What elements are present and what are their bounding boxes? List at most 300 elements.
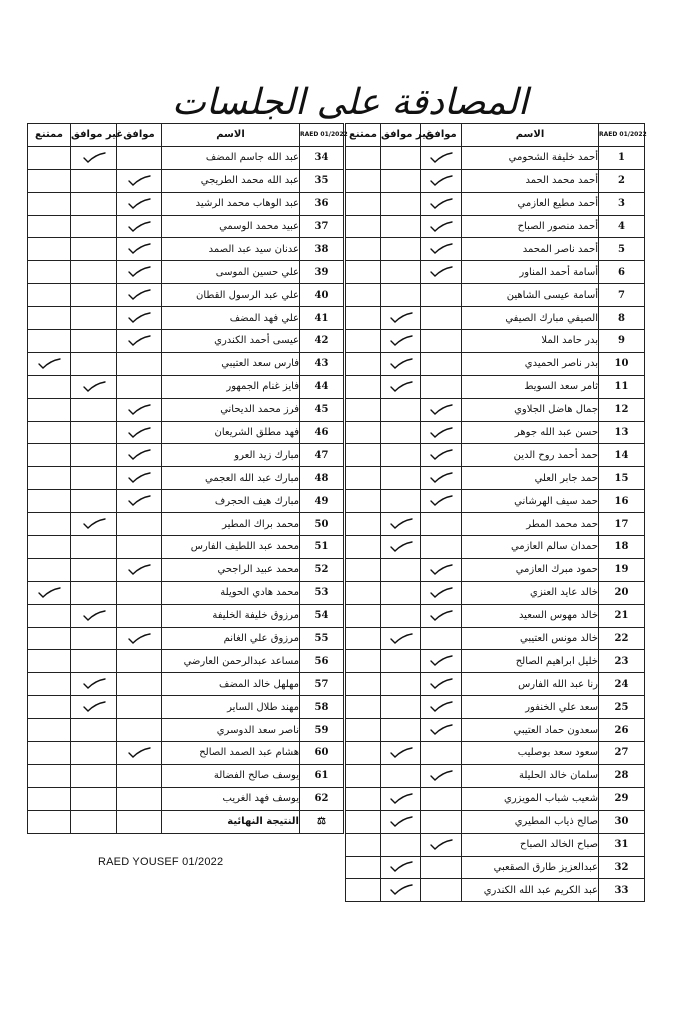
disagree-cell [71, 330, 117, 353]
agree-cell [117, 467, 162, 490]
member-number: 59 [300, 719, 344, 742]
header-disagree: غير موافق [381, 124, 421, 147]
member-name: أحمد مطيع العازمي [462, 192, 599, 215]
disagree-cell [71, 742, 117, 765]
table-row [346, 352, 645, 375]
abstain-cell [28, 169, 71, 192]
member-name: الصيفي مبارك الصيفي [462, 307, 599, 330]
abstain-cell [28, 787, 71, 810]
disagree-cell [71, 650, 117, 673]
abstain-cell [28, 215, 71, 238]
check-mark-icon [126, 746, 152, 760]
member-name: علي حسين الموسى [162, 261, 300, 284]
member-name: حمدان سالم العازمي [462, 536, 599, 559]
table-row [346, 604, 645, 627]
check-mark-icon [388, 357, 414, 371]
disagree-cell [381, 375, 421, 398]
agree-cell [117, 238, 162, 261]
member-name: أحمد محمد الحمد [462, 169, 599, 192]
table-row [28, 696, 344, 719]
abstain-cell [346, 513, 381, 536]
member-name: صالح ذياب المطيري [462, 810, 599, 833]
member-name: بدر حامد الملا [462, 330, 599, 353]
member-name: محمد عبيد الراجحي [162, 558, 300, 581]
member-name: عبد الكريم عبد الله الكندري [462, 879, 599, 902]
disagree-cell [381, 650, 421, 673]
check-mark-icon [428, 448, 454, 462]
disagree-cell [381, 787, 421, 810]
agree-cell [421, 810, 462, 833]
table-row [28, 192, 344, 215]
table-row [346, 787, 645, 810]
member-name: رنا عبد الله الفارس [462, 673, 599, 696]
disagree-cell [381, 467, 421, 490]
member-name: مرزوق خليفة الخليفة [162, 604, 300, 627]
check-mark-icon [81, 380, 107, 394]
check-mark-icon [388, 380, 414, 394]
disagree-cell [381, 856, 421, 879]
member-number: 41 [300, 307, 344, 330]
abstain-cell [28, 261, 71, 284]
agree-cell [421, 261, 462, 284]
disagree-cell [71, 284, 117, 307]
abstain-cell [346, 467, 381, 490]
member-name: أسامة أحمد المناور [462, 261, 599, 284]
member-number: 10 [599, 352, 645, 375]
agree-cell [117, 742, 162, 765]
member-number: 33 [599, 879, 645, 902]
member-name: عدنان سيد عبد الصمد [162, 238, 300, 261]
abstain-cell [346, 330, 381, 353]
check-mark-icon [428, 723, 454, 737]
disagree-cell [71, 444, 117, 467]
agree-cell [117, 719, 162, 742]
member-name: حمد محمد المطر [462, 513, 599, 536]
disagree-cell [381, 627, 421, 650]
check-mark-icon [388, 746, 414, 760]
disagree-cell [71, 604, 117, 627]
member-name: محمد هادي الحويلة [162, 581, 300, 604]
table-row [28, 787, 344, 810]
table-row [346, 879, 645, 902]
disagree-cell [71, 215, 117, 238]
disagree-cell [381, 558, 421, 581]
check-mark-icon [81, 677, 107, 691]
member-number: 7 [599, 284, 645, 307]
member-number: 58 [300, 696, 344, 719]
disagree-cell [71, 146, 117, 169]
abstain-cell [28, 238, 71, 261]
disagree-cell [71, 307, 117, 330]
right-vote-table [345, 123, 645, 902]
member-number: 42 [300, 330, 344, 353]
member-number: 37 [300, 215, 344, 238]
member-number: 3 [599, 192, 645, 215]
disagree-cell [381, 169, 421, 192]
agree-cell [421, 146, 462, 169]
member-number: 17 [599, 513, 645, 536]
empty-cell [117, 810, 162, 833]
abstain-cell [346, 719, 381, 742]
agree-cell [421, 444, 462, 467]
svg-text:المصادقة على الجلسات: المصادقة على الجلسات [172, 82, 528, 123]
agree-cell [421, 352, 462, 375]
check-mark-icon [428, 151, 454, 165]
table-row [28, 398, 344, 421]
member-number: 19 [599, 558, 645, 581]
agree-cell [117, 490, 162, 513]
abstain-cell [28, 284, 71, 307]
member-name: أحمد منصور الصباح [462, 215, 599, 238]
table-row [28, 627, 344, 650]
check-mark-icon [81, 151, 107, 165]
check-mark-icon [126, 265, 152, 279]
agree-cell [117, 421, 162, 444]
table-row [346, 330, 645, 353]
member-number: 13 [599, 421, 645, 444]
check-mark-icon [388, 860, 414, 874]
member-number: 55 [300, 627, 344, 650]
check-mark-icon [428, 265, 454, 279]
member-number: 14 [599, 444, 645, 467]
table-row [346, 650, 645, 673]
disagree-cell [381, 330, 421, 353]
agree-cell [421, 764, 462, 787]
member-number: 11 [599, 375, 645, 398]
abstain-cell [346, 238, 381, 261]
table-row [28, 650, 344, 673]
disagree-cell [381, 215, 421, 238]
member-number: 49 [300, 490, 344, 513]
abstain-cell [346, 833, 381, 856]
check-mark-icon [36, 586, 62, 600]
header-number: RAED 01/2022 [300, 124, 344, 147]
agree-cell [421, 833, 462, 856]
abstain-cell [346, 261, 381, 284]
header-abstain: ممتنع [28, 124, 71, 147]
member-number: 31 [599, 833, 645, 856]
disagree-cell [71, 513, 117, 536]
header-abstain: ممتنع [346, 124, 381, 147]
member-number: 1 [599, 146, 645, 169]
agree-cell [421, 238, 462, 261]
member-number: 45 [300, 398, 344, 421]
abstain-cell [28, 764, 71, 787]
check-mark-icon [428, 220, 454, 234]
agree-cell [421, 787, 462, 810]
check-mark-icon [428, 700, 454, 714]
agree-cell [117, 696, 162, 719]
abstain-cell [346, 696, 381, 719]
abstain-cell [346, 169, 381, 192]
disagree-cell [381, 879, 421, 902]
table-row [346, 146, 645, 169]
table-row [28, 742, 344, 765]
table-row [346, 719, 645, 742]
abstain-cell [346, 444, 381, 467]
abstain-cell [28, 307, 71, 330]
member-number: 52 [300, 558, 344, 581]
member-name: ناصر سعد الدوسري [162, 719, 300, 742]
agree-cell [117, 330, 162, 353]
abstain-cell [28, 558, 71, 581]
table-row [28, 536, 344, 559]
agree-cell [117, 764, 162, 787]
agree-cell [117, 581, 162, 604]
abstain-cell [346, 352, 381, 375]
member-number: 20 [599, 581, 645, 604]
abstain-cell [346, 879, 381, 902]
disagree-cell [381, 742, 421, 765]
abstain-cell [28, 192, 71, 215]
table-row [28, 719, 344, 742]
check-mark-icon [428, 838, 454, 852]
check-mark-icon [126, 494, 152, 508]
abstain-cell [28, 352, 71, 375]
member-name: خالد عايد العنزي [462, 581, 599, 604]
abstain-cell [28, 742, 71, 765]
member-number: 39 [300, 261, 344, 284]
member-name: حمد جابر العلي [462, 467, 599, 490]
member-name: سلمان خالد الحليلة [462, 764, 599, 787]
abstain-cell [28, 604, 71, 627]
member-number: 50 [300, 513, 344, 536]
agree-cell [421, 742, 462, 765]
member-number: 38 [300, 238, 344, 261]
member-number: 56 [300, 650, 344, 673]
left-vote-table [27, 123, 348, 834]
table-row [346, 581, 645, 604]
abstain-cell [28, 330, 71, 353]
abstain-cell [28, 513, 71, 536]
check-mark-icon [428, 586, 454, 600]
table-row [346, 856, 645, 879]
member-number: 8 [599, 307, 645, 330]
member-name: سعود سعد بوصليب [462, 742, 599, 765]
member-number: 48 [300, 467, 344, 490]
table-row [28, 284, 344, 307]
abstain-cell [346, 490, 381, 513]
header-row [346, 124, 645, 147]
abstain-cell [346, 192, 381, 215]
member-name: عيسى أحمد الكندري [162, 330, 300, 353]
agree-cell [421, 284, 462, 307]
abstain-cell [346, 375, 381, 398]
footer-signature: RAED YOUSEF 01/2022 [98, 856, 224, 868]
abstain-cell [346, 742, 381, 765]
member-number: 51 [300, 536, 344, 559]
member-name: يوسف فهد الغريب [162, 787, 300, 810]
page-title [130, 70, 570, 130]
disagree-cell [71, 719, 117, 742]
header-agree: موافق [421, 124, 462, 147]
disagree-cell [381, 352, 421, 375]
abstain-cell [28, 673, 71, 696]
table-row [28, 490, 344, 513]
member-number: 32 [599, 856, 645, 879]
agree-cell [117, 513, 162, 536]
table-row [346, 833, 645, 856]
check-mark-icon [36, 357, 62, 371]
member-name: مساعد عبدالرحمن العارضي [162, 650, 300, 673]
agree-cell [117, 444, 162, 467]
abstain-cell [346, 650, 381, 673]
disagree-cell [71, 398, 117, 421]
table-row [346, 421, 645, 444]
agree-cell [421, 627, 462, 650]
abstain-cell [346, 146, 381, 169]
abstain-cell [346, 787, 381, 810]
member-name: مرزوق علي الغانم [162, 627, 300, 650]
agree-cell [421, 375, 462, 398]
agree-cell [117, 650, 162, 673]
table-row [28, 261, 344, 284]
table-row [346, 192, 645, 215]
check-mark-icon [81, 700, 107, 714]
table-row [28, 558, 344, 581]
member-name: مبارك زيد العرو [162, 444, 300, 467]
table-row [28, 146, 344, 169]
scale-icon: ⚖ [300, 810, 344, 833]
empty-cell [28, 810, 71, 833]
check-mark-icon [428, 174, 454, 188]
member-name: عبد الوهاب محمد الرشيد [162, 192, 300, 215]
check-mark-icon [126, 197, 152, 211]
abstain-cell [346, 536, 381, 559]
member-name: علي عبد الرسول القطان [162, 284, 300, 307]
table-row [346, 307, 645, 330]
member-number: 36 [300, 192, 344, 215]
abstain-cell [28, 696, 71, 719]
check-mark-icon [428, 197, 454, 211]
check-mark-icon [81, 517, 107, 531]
table-row [346, 490, 645, 513]
member-name: محمد براك المطير [162, 513, 300, 536]
disagree-cell [381, 604, 421, 627]
disagree-cell [71, 261, 117, 284]
member-number: 15 [599, 467, 645, 490]
member-name: حمود مبرك العازمي [462, 558, 599, 581]
disagree-cell [71, 490, 117, 513]
member-number: 25 [599, 696, 645, 719]
member-name: حسن عبد الله جوهر [462, 421, 599, 444]
disagree-cell [381, 192, 421, 215]
disagree-cell [71, 627, 117, 650]
abstain-cell [346, 307, 381, 330]
table-row [346, 536, 645, 559]
check-mark-icon [126, 288, 152, 302]
agree-cell [117, 558, 162, 581]
agree-cell [421, 719, 462, 742]
agree-cell [421, 856, 462, 879]
member-name: بدر ناصر الحميدي [462, 352, 599, 375]
agree-cell [421, 513, 462, 536]
agree-cell [117, 169, 162, 192]
member-name: سعد علي الخنفور [462, 696, 599, 719]
check-mark-icon [388, 815, 414, 829]
table-row [346, 810, 645, 833]
check-mark-icon [428, 242, 454, 256]
table-row [346, 673, 645, 696]
member-number: 60 [300, 742, 344, 765]
member-name: أحمد ناصر المحمد [462, 238, 599, 261]
abstain-cell [346, 398, 381, 421]
abstain-cell [346, 581, 381, 604]
check-mark-icon [126, 242, 152, 256]
table-row [28, 444, 344, 467]
header-name: الاسم [162, 124, 300, 147]
disagree-cell [71, 238, 117, 261]
agree-cell [421, 307, 462, 330]
check-mark-icon [428, 403, 454, 417]
table-row [28, 330, 344, 353]
disagree-cell [381, 719, 421, 742]
agree-cell [421, 558, 462, 581]
disagree-cell [71, 421, 117, 444]
check-mark-icon [388, 517, 414, 531]
table-row [28, 604, 344, 627]
check-mark-icon [428, 563, 454, 577]
member-name: ثامر سعد السويط [462, 375, 599, 398]
check-mark-icon [126, 311, 152, 325]
member-name: صباح الخالد الصباح [462, 833, 599, 856]
abstain-cell [28, 421, 71, 444]
agree-cell [117, 536, 162, 559]
agree-cell [421, 673, 462, 696]
abstain-cell [28, 627, 71, 650]
abstain-cell [346, 558, 381, 581]
empty-cell [71, 810, 117, 833]
check-mark-icon [428, 769, 454, 783]
member-name: محمد عبد اللطيف الفارس [162, 536, 300, 559]
abstain-cell [346, 764, 381, 787]
check-mark-icon [126, 403, 152, 417]
disagree-cell [381, 490, 421, 513]
member-name: هشام عبد الصمد الصالح [162, 742, 300, 765]
abstain-cell [346, 215, 381, 238]
table-row [28, 581, 344, 604]
disagree-cell [381, 536, 421, 559]
check-mark-icon [126, 220, 152, 234]
disagree-cell [381, 581, 421, 604]
member-name: فهد مطلق الشريعان [162, 421, 300, 444]
member-number: 46 [300, 421, 344, 444]
agree-cell [117, 787, 162, 810]
member-number: 53 [300, 581, 344, 604]
agree-cell [117, 673, 162, 696]
disagree-cell [381, 307, 421, 330]
check-mark-icon [388, 311, 414, 325]
member-name: حمد سيف الهرشاني [462, 490, 599, 513]
header-row [28, 124, 344, 147]
disagree-cell [381, 284, 421, 307]
check-mark-icon [388, 883, 414, 897]
abstain-cell [346, 627, 381, 650]
final-result-label: النتيجة النهائية [162, 810, 300, 833]
check-mark-icon [428, 471, 454, 485]
member-number: 47 [300, 444, 344, 467]
member-name: مبارك عبد الله العجمي [162, 467, 300, 490]
member-name: عبدالعزيز طارق الصقعبي [462, 856, 599, 879]
abstain-cell [28, 650, 71, 673]
member-number: 35 [300, 169, 344, 192]
member-number: 6 [599, 261, 645, 284]
table-row [346, 467, 645, 490]
agree-cell [117, 215, 162, 238]
agree-cell [421, 696, 462, 719]
abstain-cell [28, 490, 71, 513]
table-row [28, 421, 344, 444]
